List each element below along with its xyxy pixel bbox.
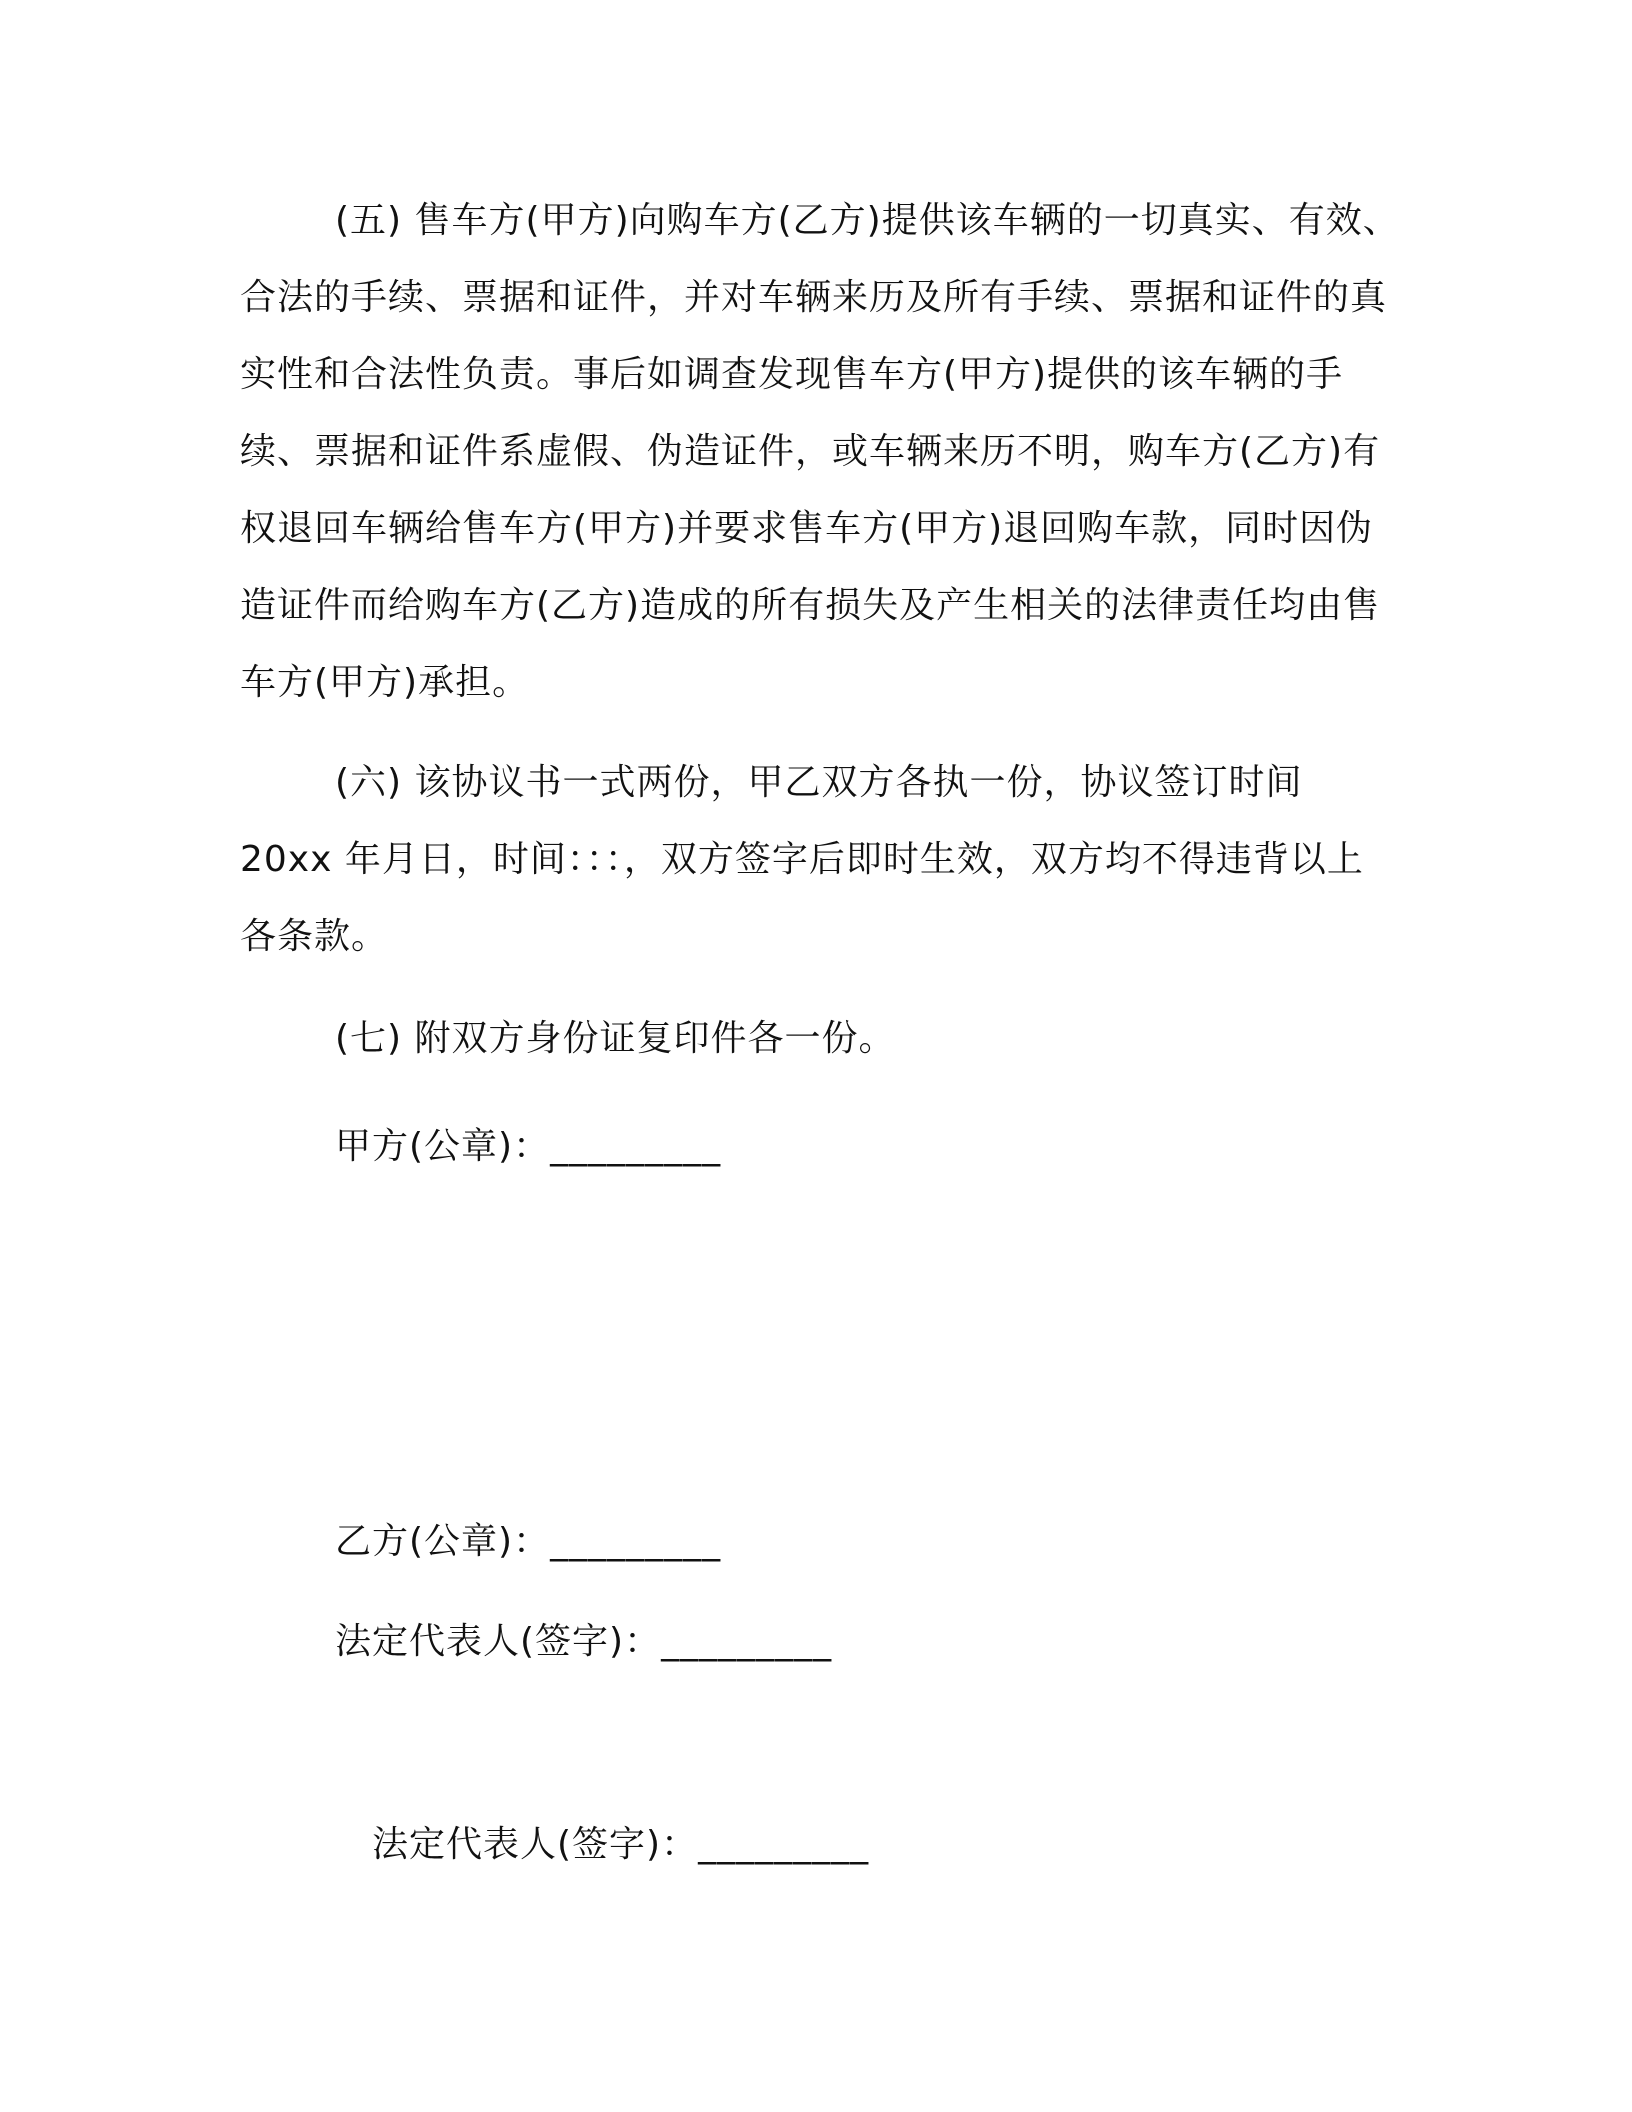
clause-5-paragraph: (五) 售车方(甲方)向购车方(乙方)提供该车辆的一切真实、有效、合法的手续、票据和证件，并对车辆来历及所有手续、票据和证件的真实性和合法性负责。事后如调查发现售车方(甲方)提供的该车辆的手续、票据和证件系虚假、伪造证件，或车辆来历不明，购车方(乙方)有权退回车辆给售车方(甲方)并要求售车方(甲方)退回购车款，同时因伪造证件而给购车方(乙方)造成的所有损失及产生相关的法律责任均由售车方(甲方)承担。: [240, 200, 1400, 703]
legal-representative-signature-line: 法定代表人(签字)：_________: [335, 1621, 833, 1662]
party-b-seal-line: 乙方(公章)：_________: [335, 1521, 722, 1562]
legal-representative-signature-line-2: 法定代表人(签字)：_________: [372, 1824, 870, 1865]
party-a-seal-line: 甲方(公章)：_________: [335, 1126, 722, 1167]
clause-7-paragraph: (七) 附双方身份证复印件各一份。: [335, 1018, 896, 1059]
clause-6-paragraph: (六) 该协议书一式两份，甲乙双方各执一份，协议签订时间 20xx 年月日，时间：：：，双方签字后即时生效，双方均不得违背以上各条款。: [240, 762, 1364, 957]
